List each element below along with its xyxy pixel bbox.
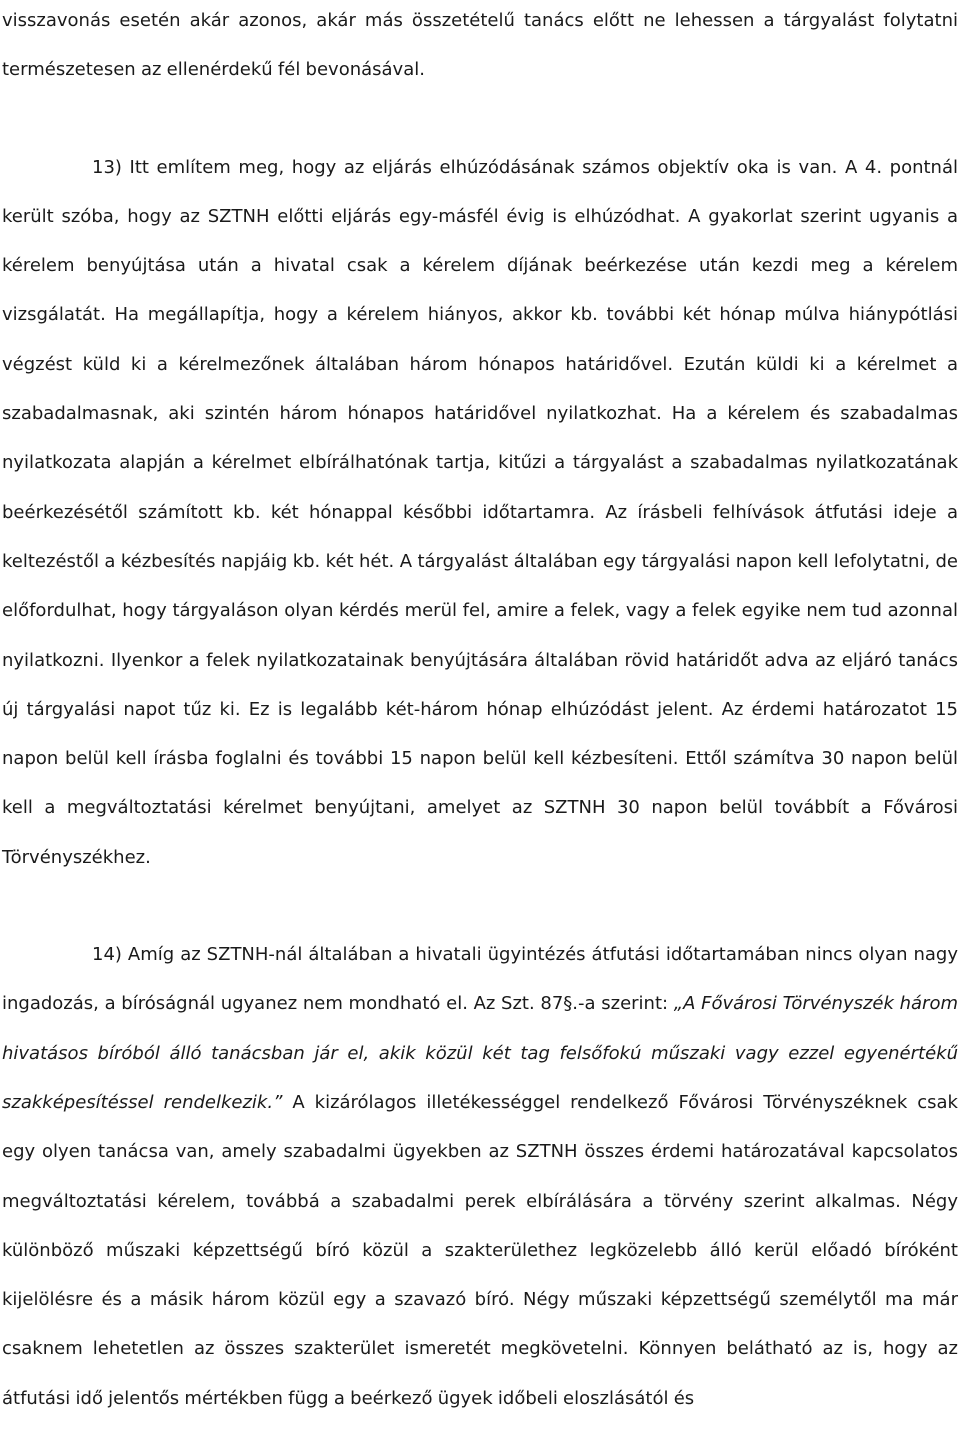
legal-quote: „A Fővárosi Törvényszék három hivatásos bíróból álló tanácsban jár el, akik közül két tag felsőfokú műszaki vagy ezzel egyenértékű szakképesítéssel rendelkezik.” (2, 993, 958, 1113)
paragraph-text: 14) Amíg az SZTNH-nál általában a hivatali ügyintézés átfutási időtartamában nincs olyan nagy ingadozás, a bíróságnál ugyanez nem mondható el. Az Szt. 87§.-a szerint: (2, 944, 958, 1015)
paragraph-text: 13) Itt említem meg, hogy az eljárás elhúzódásának számos objektív oka is van. A 4. pontnál került szóba, hogy az SZTNH előtti eljárás egy-másfél évig is elhúzódhat. A gyakorlat szerint ugyanis a kérelem benyújtása után a hivatal csak a kérelem díjának beérkezése után kezdi meg a kérelem vizsgálatát. Ha megállapítja, hogy a kérelem hiányos, akkor kb. további két hónap múlva hiánypótlási végzést küld ki a kérelmezőnek általában három hónapos határidővel. Ezután küldi ki a kérelmet a szabadalmasnak, aki szintén három hónapos határidővel nyilatkozhat. Ha a kérelem és szabadalmas nyilatkozata alapján a kérelmet elbírálhatónak tartja, kitűzi a tárgyalást a szabadalmas nyilatkozatának beérkezésétől számított kb. két hónappal későbbi időtartamra. Az írásbeli felhívások átfutási ideje a keltezéstől a kézbesítés napjáig kb. két hét. A tárgyalást általában egy tárgyalási napon kell lefolytatni, de előfordulhat, hogy tárgyaláson olyan kérdés merül fel, amire a felek, vagy a felek egyike nem tud azonnal nyilatkozni. Ilyenkor a felek nyilatkozatainak benyújtására általában rövid határidőt adva az eljáró tanács új tárgyalási napot tűz ki. Ez is legalább két-három hónap elhúzódást jelent. Az érdemi határozatot 15 napon belül kell írásba foglalni és további 15 napon belül kell kézbesíteni. Ettől számítva 30 napon belül kell a megváltoztatási kérelmet benyújtani, amelyet az SZTNH 30 napon belül továbbít a Fővárosi Törvényszékhez. (2, 156, 958, 868)
paragraph-continuation (2, 0, 958, 95)
paragraph-text: A kizárólagos illetékességgel rendelkező Fővárosi Törvényszéknek csak egy olyen tanácsa van, amely szabadalmi ügyekben az SZTNH összes érdemi határozatával kapcsolatos megváltoztatási kérelem, továbbá a szabadalmi perek elbírálására a törvény szerint alkalmas. Négy különböző műszaki képzettségű bíró közül a szakterülethez legközelebb álló kerül előadó bíróként kijelölésre és a másik három közül egy a szavazó bíró. Négy műszaki képzettségű személytől ma már csaknem lehetetlen az összes szakterület ismeretét megkövetelni. Könnyen belátható az is, hogy az átfutási idő jelentős mértékben függ a beérkező ügyek időbeli eloszlásától és (2, 1091, 958, 1409)
paragraph-13 (2, 143, 958, 882)
paragraph-text: visszavonás esetén akár azonos, akár más összetételű tanács előtt ne lehessen a tárgyalást folytatni természetesen az ellenérdekű fél bevonásával. (2, 10, 958, 81)
paragraph-14 (2, 930, 958, 1423)
